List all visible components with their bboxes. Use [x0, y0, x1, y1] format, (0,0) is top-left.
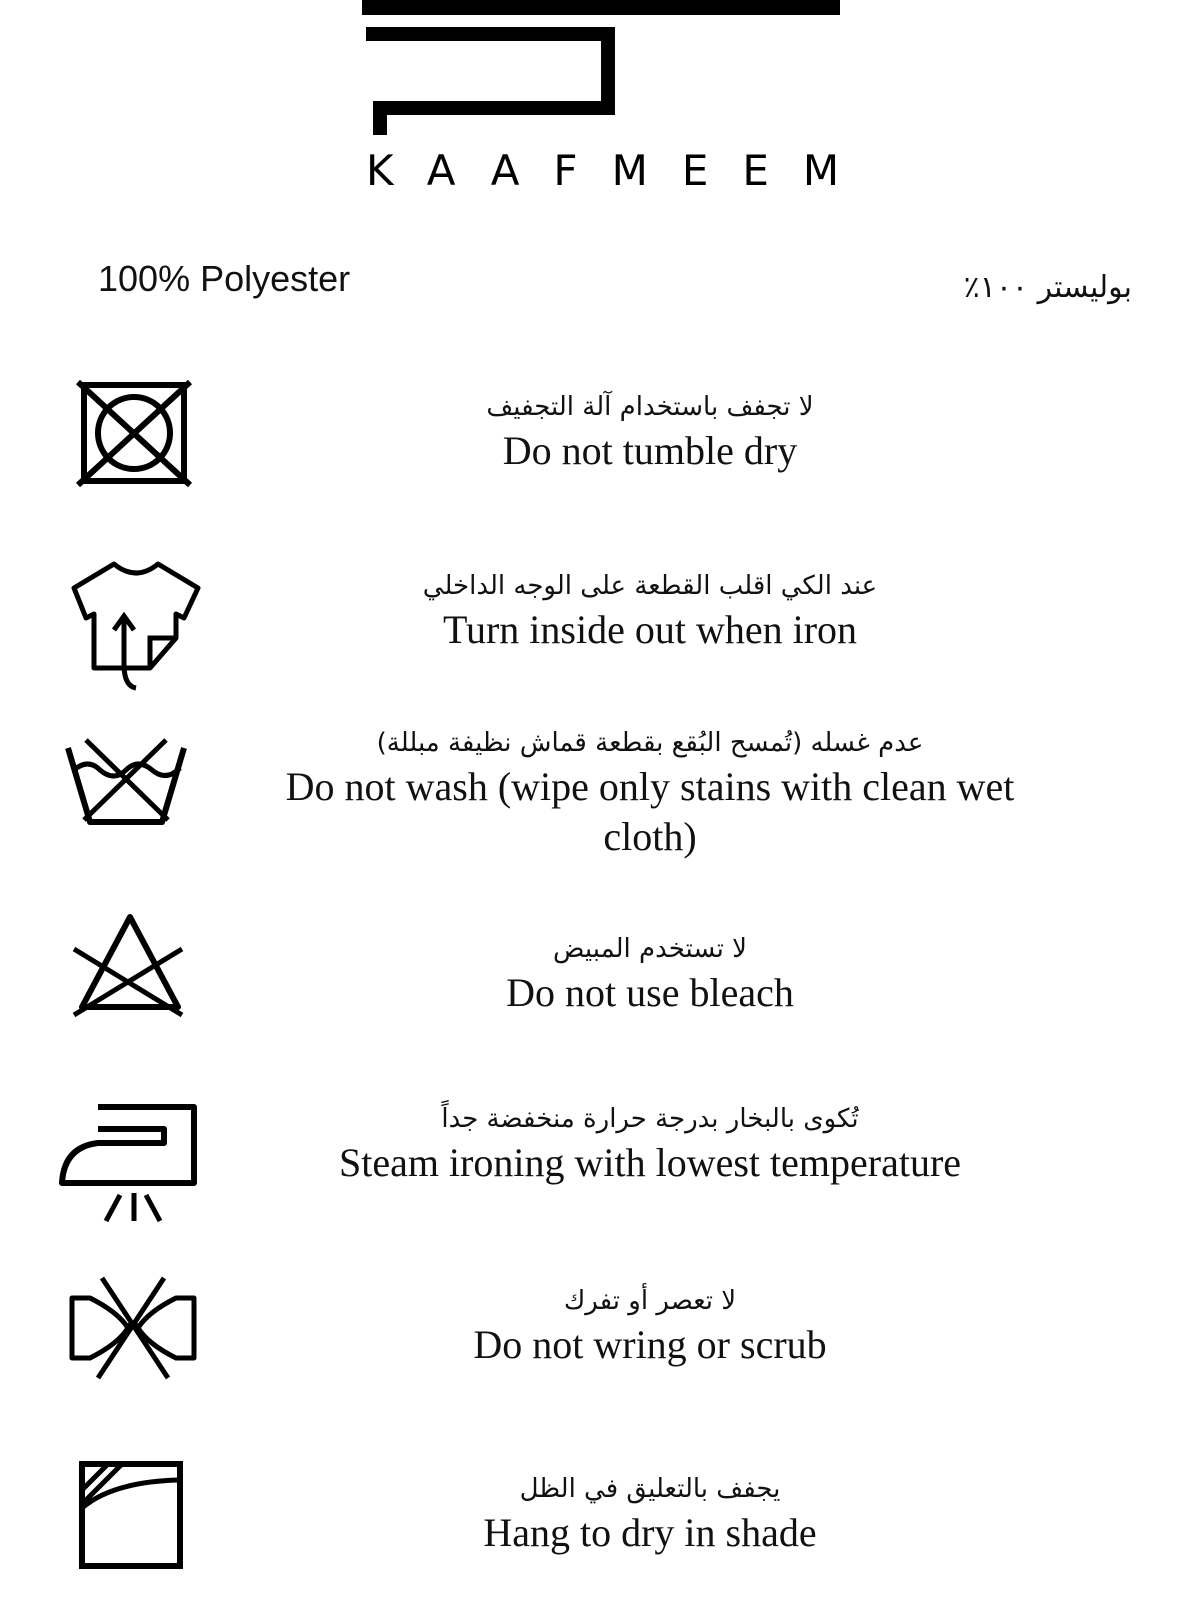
care-text-arabic: عدم غسله (تُمسح البُقع بقطعة قماش نظيفة مبللة) — [376, 728, 924, 758]
care-text-english: Turn inside out when iron — [442, 607, 858, 652]
care-text-english: Do not use bleach — [506, 970, 794, 1015]
no-bleach-icon — [70, 913, 190, 1025]
shirt-inside-out-icon — [72, 560, 202, 690]
care-text-arabic: تُكوى بالبخار بدرجة حرارة منخفضة جداً — [441, 1104, 859, 1134]
composition-english: 100% Polyester — [98, 258, 351, 299]
dry-in-shade-icon — [78, 1460, 186, 1570]
care-text-english: Do not wash (wipe only stains with clean wet cloth) — [285, 764, 1015, 859]
care-text-arabic: يجفف بالتعليق في الظل — [519, 1474, 781, 1504]
care-text-english: Do not tumble dry — [502, 428, 798, 473]
composition-arabic: بوليستر ١٠٠٪ — [963, 270, 1132, 305]
care-text-english: Hang to dry in shade — [483, 1510, 817, 1555]
care-text-arabic: لا تعصر أو تفرك — [563, 1286, 737, 1316]
brand-wordmark: KAAFMEEM — [366, 146, 874, 195]
care-text-english: Do not wring or scrub — [473, 1322, 827, 1367]
care-text-english: Steam ironing with lowest temperature — [338, 1140, 962, 1185]
care-text-arabic: لا تجفف باستخدام آلة التجفيف — [486, 392, 814, 422]
tumble-dry-prohibited-icon — [74, 380, 196, 492]
care-text-arabic: عند الكي اقلب القطعة على الوجه الداخلي — [422, 571, 878, 601]
care-text-arabic: لا تستخدم المبيض — [553, 934, 747, 964]
do-not-wring-icon — [68, 1274, 200, 1384]
do-not-wash-icon — [62, 738, 190, 830]
steam-iron-low-icon — [60, 1103, 200, 1227]
